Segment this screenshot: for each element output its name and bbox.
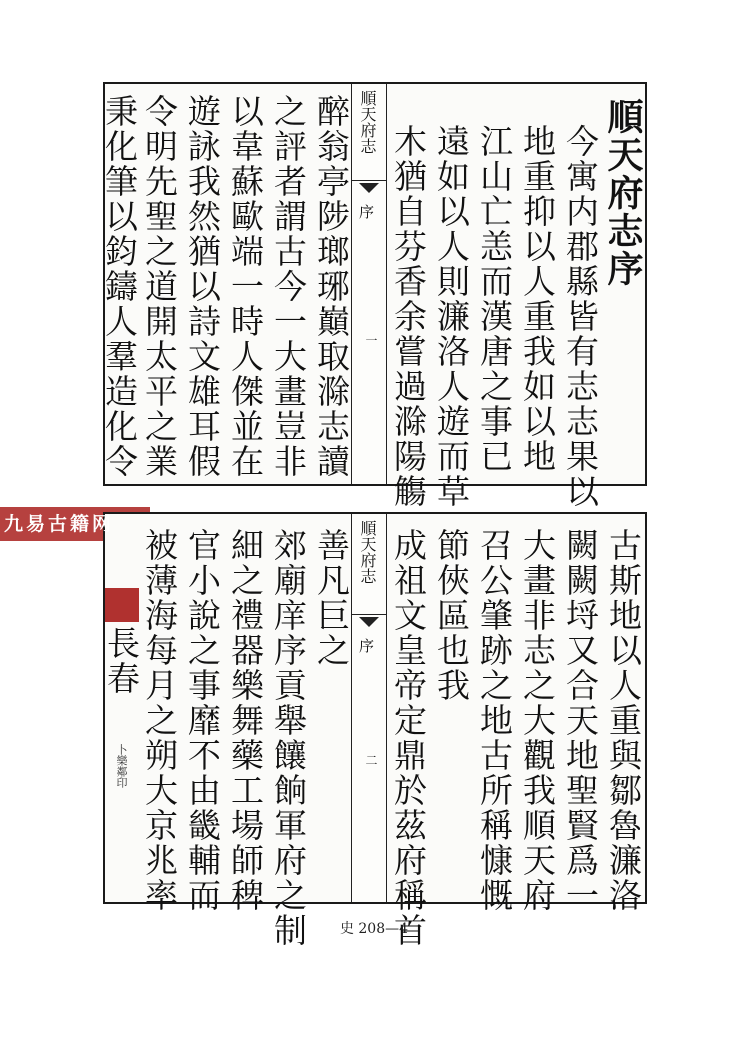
text-column: 細之禮器樂舞藥工場師稗 — [226, 528, 265, 913]
text-column: 醉翁亭陟瑯琊巔取滁志讀 — [312, 94, 351, 479]
signature-column: 長春 — [102, 626, 141, 696]
text-column: 之評者謂古今一大畫豈非 — [269, 94, 308, 479]
text-column: 地重抑以人重我如以地 — [518, 124, 557, 474]
text-column: 成祖文皇帝定鼎於茲府稱首 — [389, 528, 428, 948]
page-number: 史 208—4 — [339, 921, 409, 937]
strip-section: 序 — [357, 638, 375, 653]
text-column: 官小說之事靡不由畿輔而 — [183, 528, 222, 913]
watermark-text: 九易古籍网 — [4, 513, 115, 535]
text-column: 節俠區也我 — [432, 528, 471, 703]
text-column: 秉化筆以鈞鑄人羣造化令 — [100, 94, 139, 479]
center-strip — [351, 84, 387, 484]
strip-page-number: 二 — [364, 754, 378, 766]
text-column: 大畫非志之大觀我順天府 — [518, 528, 557, 913]
text-column: 今寓内郡縣皆有志志果以 — [561, 124, 600, 509]
small-seal-mark: 卜樂鄰印 — [115, 744, 128, 788]
fishtail-mark — [352, 614, 386, 633]
center-strip — [351, 514, 387, 902]
text-column: 令明先聖之道開太平之業 — [140, 94, 179, 479]
text-column: 以韋蘇歐端一時人傑並在 — [226, 94, 265, 479]
text-column: 郊廟庠序貢舉饟餉軍府之制 — [269, 528, 308, 948]
fishtail-mark — [352, 180, 386, 199]
strip-page-number: 一 — [364, 334, 378, 346]
strip-title: 順天府志 — [358, 90, 377, 154]
text-column: 木猶自芬香余嘗過滁陽觴 — [389, 124, 428, 509]
text-column: 被薄海每月之朔大京兆率 — [140, 528, 179, 913]
text-column: 善凡巨之 — [312, 528, 351, 668]
strip-title: 順天府志 — [358, 520, 377, 584]
preface-heading: 順天府志序 — [602, 98, 644, 288]
text-column: 召公肇跡之地古所稱慷慨 — [475, 528, 514, 913]
text-column: 闕闕埒又合天地聖賢爲一 — [561, 528, 600, 913]
top-page — [100, 82, 647, 509]
seal-stamp — [105, 588, 139, 622]
strip-section: 序 — [357, 204, 375, 219]
text-column: 遊詠我然猶以詩文雄耳假 — [183, 94, 222, 479]
text-column: 江山亡恙而漢唐之事已 — [475, 124, 514, 474]
text-column: 遠如以人則濂洛人遊而草 — [432, 124, 471, 509]
text-column: 古斯地以人重與鄒魯濂洛 — [604, 528, 643, 913]
